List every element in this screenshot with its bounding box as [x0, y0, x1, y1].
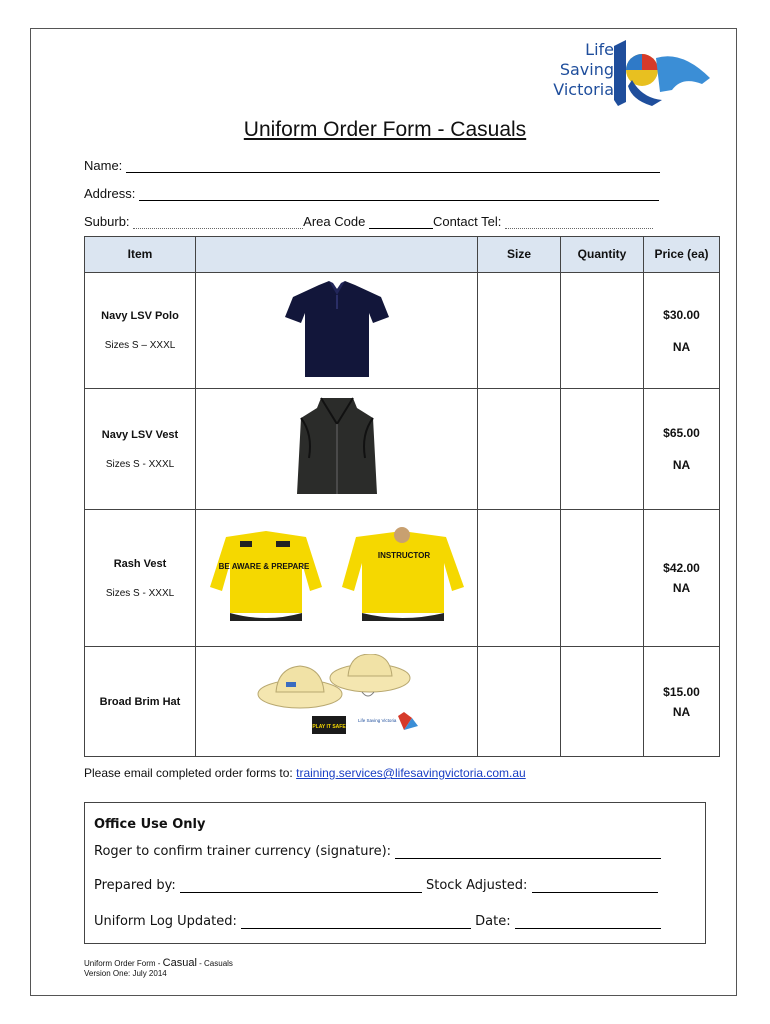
price-note: NA	[672, 581, 691, 595]
hat-badge-text: PLAY IT SAFE	[311, 724, 346, 730]
uniform-log-label: Uniform Log Updated:	[94, 914, 237, 929]
roger-signature-field[interactable]	[395, 843, 661, 859]
office-use-box	[84, 802, 706, 944]
suburb-label: Suburb:	[84, 214, 130, 229]
item-cell	[85, 273, 196, 389]
lsv-emblem-icon	[612, 40, 712, 108]
name-row	[84, 158, 660, 173]
item-cell	[85, 510, 196, 647]
table-row	[85, 389, 720, 510]
size-input-cell[interactable]	[478, 647, 561, 757]
contact-tel-label: Contact Tel:	[432, 214, 502, 229]
form-title: Uniform Order Form - Casuals	[243, 118, 527, 141]
quantity-input-cell[interactable]	[561, 389, 644, 510]
logo-line-2: Saving	[559, 60, 614, 79]
header-quantity: Quantity	[561, 237, 644, 273]
price-note: NA	[672, 704, 691, 719]
contact-tel-field[interactable]	[505, 214, 653, 229]
quantity-input-cell[interactable]	[561, 647, 644, 757]
name-field[interactable]	[126, 158, 660, 173]
header-price: Price (ea)	[644, 237, 720, 273]
price-note: NA	[672, 458, 691, 472]
rash-front-text: BE AWARE & PREPARE	[218, 561, 309, 571]
prepared-row	[94, 877, 658, 893]
table-row	[85, 647, 720, 757]
price-value: $42.00	[663, 561, 700, 575]
item-sizes: Sizes S - XXXL	[105, 587, 175, 599]
date-label: Date:	[475, 914, 511, 929]
stock-adjusted-label: Stock Adjusted:	[426, 878, 528, 893]
address-label: Address:	[84, 186, 136, 201]
stock-adjusted-field[interactable]	[532, 877, 658, 893]
price-value: $15.00	[663, 684, 700, 699]
item-cell	[85, 647, 196, 757]
roger-row	[94, 843, 661, 859]
prepared-by-field[interactable]	[180, 877, 422, 893]
rash-back-text: INSTRUCTOR	[377, 550, 430, 560]
item-name: Navy LSV Polo	[101, 310, 179, 322]
item-sizes: Sizes S - XXXL	[105, 458, 175, 470]
price-cell	[644, 273, 720, 389]
table-header-row	[85, 237, 720, 273]
navy-vest-image	[287, 394, 387, 502]
order-table	[84, 236, 720, 757]
image-cell	[196, 510, 478, 647]
address-row	[84, 186, 659, 201]
logo-line-1: Life	[585, 40, 614, 59]
item-name: Rash Vest	[113, 557, 167, 570]
footer-line-1	[84, 958, 233, 969]
logo-text	[540, 40, 614, 100]
price-cell	[644, 510, 720, 647]
email-link[interactable]: training.services@lifesavingvictoria.com.au	[296, 766, 526, 780]
item-name: Navy LSV Vest	[101, 428, 179, 441]
navy-polo-image	[277, 279, 397, 379]
footer-version: Version One: July 2014	[84, 969, 167, 978]
hat-mini-logo-text: Life Saving Victoria	[357, 718, 396, 723]
area-code-field[interactable]	[369, 214, 433, 229]
price-value: $30.00	[663, 307, 700, 322]
size-input-cell[interactable]	[478, 510, 561, 647]
header-size: Size	[478, 237, 561, 273]
footer-text-a: Uniform Order Form -	[84, 959, 163, 968]
header-image	[196, 237, 478, 273]
price-cell	[644, 647, 720, 757]
item-cell	[85, 389, 196, 510]
roger-label: Roger to confirm trainer currency (signature):	[94, 844, 392, 859]
price-note: NA	[672, 339, 691, 354]
header-item: Item	[85, 237, 196, 273]
size-input-cell[interactable]	[478, 389, 561, 510]
item-sizes: Sizes S – XXXL	[104, 340, 176, 351]
log-row	[94, 913, 661, 929]
footer-text-b: Casual	[162, 957, 197, 969]
quantity-input-cell[interactable]	[561, 510, 644, 647]
footer	[84, 958, 233, 979]
email-label: Please email completed order forms to:	[84, 766, 293, 780]
prepared-label: Prepared by:	[94, 878, 176, 893]
price-value: $65.00	[663, 426, 700, 440]
footer-text-c: - Casuals	[196, 959, 233, 968]
uniform-log-field[interactable]	[241, 913, 471, 929]
table-row	[85, 510, 720, 647]
price-cell	[644, 389, 720, 510]
image-cell	[196, 273, 478, 389]
item-name: Broad Brim Hat	[99, 695, 181, 708]
broad-brim-hat-image	[252, 654, 422, 746]
address-field[interactable]	[139, 186, 659, 201]
area-code-label: Area Code	[303, 214, 366, 229]
rash-vest-image	[206, 527, 468, 627]
name-label: Name:	[84, 158, 123, 173]
office-use-title: Office Use Only	[94, 817, 206, 832]
email-instruction	[84, 766, 526, 780]
lsv-logo	[540, 40, 720, 110]
date-field[interactable]	[515, 913, 661, 929]
image-cell	[196, 647, 478, 757]
suburb-field[interactable]	[133, 214, 303, 229]
table-row	[85, 273, 720, 389]
suburb-row	[84, 214, 653, 229]
image-cell	[196, 389, 478, 510]
size-input-cell[interactable]	[478, 273, 561, 389]
quantity-input-cell[interactable]	[561, 273, 644, 389]
logo-line-3: Victoria	[553, 80, 614, 99]
